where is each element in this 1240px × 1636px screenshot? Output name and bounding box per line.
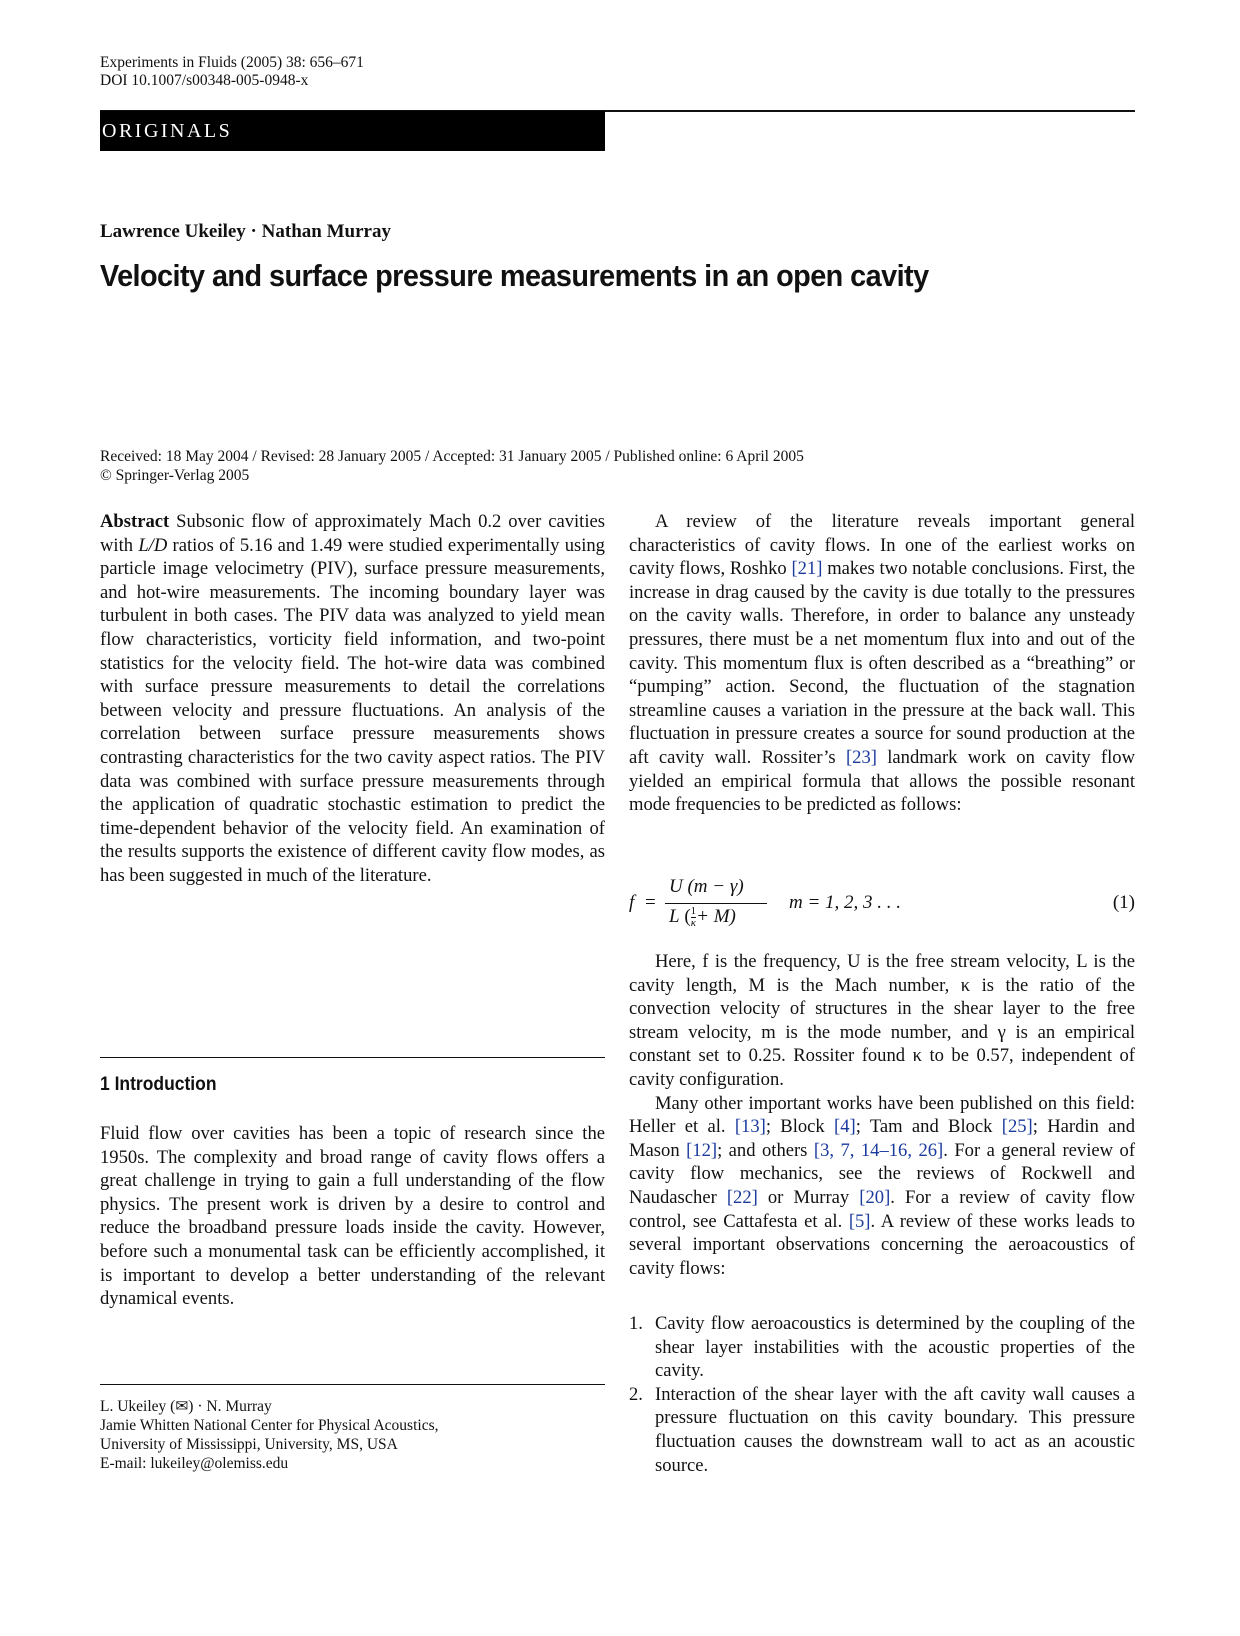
p3-g: or Murray: [757, 1186, 860, 1208]
journal-citation: Experiments in Fluids (2005) 38: 656–671: [100, 54, 364, 71]
eq-numerator-text: U (m − γ): [669, 876, 744, 897]
p3-text: [629, 1092, 1135, 1281]
ref-25-link[interactable]: [25]: [1001, 1116, 1033, 1138]
p3-i: . A review of these works leads to several important observations concerning the aeroacoustics of cavity flows:: [629, 1210, 1136, 1279]
ref-13-link[interactable]: [13]: [734, 1116, 766, 1138]
right-paragraph-1: [629, 510, 1135, 817]
p3-f: . For a general review of cavity flow mechanics, see the reviews of Rockwell and Naudascher: [629, 1139, 1136, 1208]
list-number: 2.: [629, 1383, 643, 1405]
p3-b: ; Block: [765, 1116, 835, 1138]
p2-text: Here, f is the frequency, U is the free stream velocity, L is the cavity length, M is the Mach number, κ is the ratio of the convection velocity of structures in the shear layer to the free stream velocity, m is the mode number, and γ is an empirical constant set to 0.25. Rossiter found κ to be 0.57, independent of cavity configuration.: [629, 951, 1135, 1090]
ref-22-link[interactable]: [22]: [726, 1186, 758, 1208]
p3-d: ; Hardin and Mason: [629, 1116, 1135, 1161]
paper-title: Velocity and surface pressure measurements in an open cavity: [100, 258, 929, 293]
ref-20-link[interactable]: [20]: [859, 1186, 891, 1208]
introduction-paragraph: Fluid flow over cavities has been a topic of research since the 1950s. The complexity and broad range of cavity flows offers a great challenge in trying to gain a full understanding of the flow physics. The present work is driven by a desire to control and reduce the broadband pressure loads inside the cavity. However, before such a monumental task can be efficiently accomplished, it is important to develop a better understanding of the relevant dynamical events.: [100, 1123, 605, 1310]
introduction-body: [100, 1122, 605, 1311]
list-item: [629, 1312, 1135, 1383]
date-history: Received: 18 May 2004 / Revised: 28 January 2005 / Accepted: 31 January 2005 / Published online: 6 April 2005: [100, 448, 804, 465]
p1-text-b: makes two notable conclusions. First, the increase in drag caused by the cavity is due totally to the pressures on the cavity walls. Therefore, in order to balance any unsteady pressures, there must be a net momentum flux into and out of the cavity. This momentum flux is often described as a “breathing” or “pumping” action. Second, the fluctuation of the stagnation streamline causes a variation in the pressure at the back wall. This fluctuation in pressure creates a source for sound production at the aft cavity wall. Rossiter’s: [629, 558, 1136, 768]
p1-text-a: A review of the literature reveals important general characteristics of cavity flows. In one of the earliest works on cavity flows, Roshko: [629, 511, 1135, 580]
eq-mini-num: 1: [690, 905, 697, 918]
section-band: ORIGINALS: [100, 111, 605, 151]
eq-equals: =: [645, 892, 656, 913]
list-item: [629, 1383, 1135, 1477]
ref-23-link[interactable]: [23]: [845, 746, 877, 768]
p1-text-c: landmark work on cavity flow yielded an empirical formula that allows the possible resonant mode frequencies to be predicted as follows:: [629, 746, 1136, 816]
p3-e: ; and others: [717, 1139, 814, 1161]
eq-den-rest: + M): [696, 906, 736, 927]
eq-fraction-bar: [665, 903, 767, 904]
rossiter-equation: [629, 876, 1135, 936]
eq-modes: [789, 892, 901, 914]
eq-f: f: [629, 892, 635, 913]
affiliation-center: Jamie Whitten National Center for Physical Acoustics,: [100, 1417, 439, 1434]
publication-dates: [100, 447, 804, 485]
p3-a: Many other important works have been published on this field: Heller et al.: [629, 1092, 1135, 1138]
affiliation-email: E-mail: lukeiley@olemiss.edu: [100, 1455, 289, 1472]
abstract-text-a: Subsonic flow of approximately Mach 0.2 over cavities with: [100, 511, 605, 556]
list-number: 1.: [629, 1313, 643, 1334]
abstract-ld: L/D: [138, 534, 168, 556]
author-line: Lawrence Ukeiley · Nathan Murray: [100, 221, 391, 242]
list-text: Interaction of the shear layer with the aft cavity wall causes a pressure fluctuation on this cavity boundary. This pressure fluctuation causes the downstream wall to act as an acoustic source.: [655, 1383, 1135, 1476]
eq-den-L: L: [669, 906, 680, 927]
eq-number: (1): [1112, 892, 1135, 913]
section-rule: [100, 1057, 605, 1058]
eq-den-open: (: [684, 906, 691, 927]
abstract-label: Abstract: [100, 511, 170, 532]
right-paragraph-2: [629, 950, 1135, 1280]
p3-c: ; Tam and Block: [855, 1116, 1002, 1138]
list-text: Cavity flow aeroacoustics is determined by the coupling of the shear layer instabilities with the acoustic properties of the cavity.: [655, 1313, 1135, 1382]
journal-header: [100, 54, 364, 90]
ref-5-link[interactable]: [5]: [848, 1210, 871, 1232]
ref-12-link[interactable]: [12]: [686, 1139, 718, 1161]
p3-h: . For a review of cavity flow control, see Cattafesta et al.: [629, 1186, 1135, 1232]
eq-mini-den: κ: [690, 917, 697, 930]
introduction-heading: 1 Introduction: [100, 1074, 217, 1095]
footnote-rule: [100, 1384, 605, 1385]
observations-list: [629, 1312, 1135, 1477]
ref-4-link[interactable]: [4]: [834, 1116, 856, 1138]
eq-modes-text: m = 1, 2, 3 . . .: [789, 892, 902, 913]
refs-multi-link[interactable]: [3, 7, 14–16, 26]: [813, 1139, 944, 1161]
affiliation-names: L. Ukeiley (✉) · N. Murray: [100, 1398, 272, 1415]
journal-doi: DOI 10.1007/s00348-005-0948-x: [100, 72, 309, 89]
copyright: © Springer-Verlag 2005: [100, 467, 250, 484]
ref-21-link[interactable]: [21]: [791, 558, 823, 580]
abstract-text-b: ratios of 5.16 and 1.49 were studied experimentally using particle image velocimetry (PIV), surface pressure measurements, and hot-wire measurements. The incoming boundary layer was turbulent in both cases. The PIV data was analyzed to yield mean flow characteristics, vorticity field information, and two-point statistics for the velocity field. The hot-wire data was combined with surface pressure measurements to detail the correlations between velocity and pressure fluctuations. An analysis of the correlation between surface pressure measurements shows contrasting characteristics for the two cavity aspect ratios. The PIV data was combined with surface pressure measurements through the application of quadratic stochastic estimation to predict the time-dependent behavior of the velocity field. An examination of the results supports the existence of different cavity flow modes, as has been suggested in much of the literature.: [100, 534, 605, 886]
abstract: [100, 510, 605, 888]
eq-numerator: [669, 876, 744, 898]
affiliation: [100, 1397, 439, 1473]
eq-denominator: [669, 906, 736, 929]
affiliation-university: University of Mississippi, University, MS, USA: [100, 1436, 398, 1453]
